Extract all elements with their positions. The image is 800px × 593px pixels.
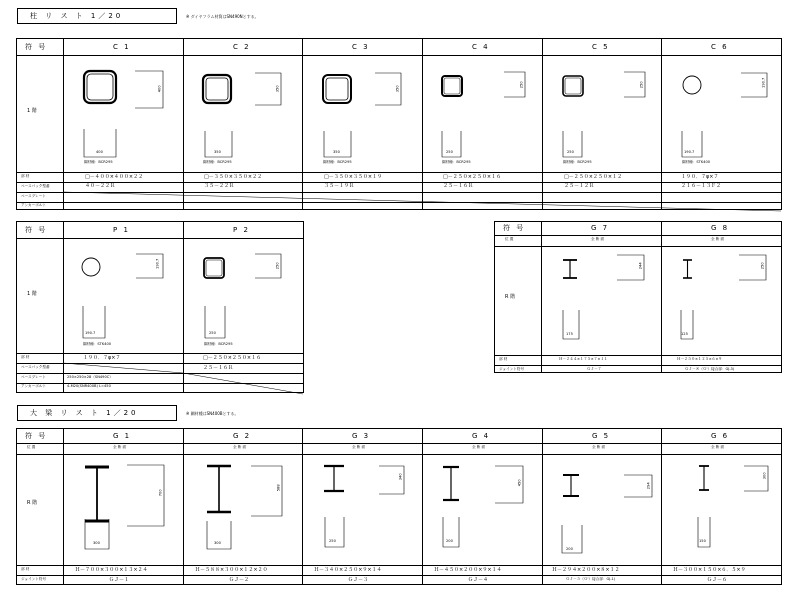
position-value: 全 断 面 bbox=[352, 445, 366, 449]
height-dimension: 244 bbox=[638, 262, 643, 270]
height-dimension: 400 bbox=[157, 85, 162, 93]
h-section-drawing-g7 bbox=[541, 222, 661, 374]
column-table-2-header-label: 符 号 bbox=[25, 226, 48, 234]
width-dimension: 175 bbox=[566, 332, 573, 336]
girder-code: G 1 bbox=[113, 432, 132, 440]
height-dimension: 190.7 bbox=[761, 77, 766, 88]
height-dimension: 350 bbox=[395, 85, 400, 93]
girder-code: G 5 bbox=[592, 432, 611, 440]
material-grade: 鋼材種：BCR295 bbox=[563, 160, 592, 164]
member-section: Ｈ－４５０×２００×９×１４ bbox=[434, 567, 502, 573]
h-section-drawing-g1 bbox=[63, 429, 183, 586]
joint-code: ＧＪ－５（Ｇ'）接合部：GJ-1) bbox=[566, 577, 616, 581]
width-dimension: 200 bbox=[446, 539, 453, 543]
material-grade: 鋼材種：STK400 bbox=[83, 342, 112, 346]
joint-code: ＧＪ－１ bbox=[109, 577, 130, 583]
member-section: □－４００×４００×２２ bbox=[85, 174, 144, 180]
girder-cell-g4 bbox=[422, 429, 542, 586]
width-dimension: 250 bbox=[209, 331, 216, 335]
position-value: 全 断 面 bbox=[711, 237, 725, 241]
row-label-base-pack: ベースパック型番 bbox=[21, 365, 50, 369]
column-code: C 6 bbox=[711, 43, 729, 51]
base-pack-type: ２１６－１３Ｆ２ bbox=[681, 183, 722, 189]
member-section: □－２５０×２５０×１６ bbox=[203, 355, 262, 361]
width-dimension: 150 bbox=[699, 539, 706, 543]
girder-cell-g1 bbox=[63, 429, 183, 586]
base-plate-spec: 250×250×28（SN490C） bbox=[67, 375, 113, 379]
base-pack-type: ２５－１６Ｒ bbox=[203, 365, 234, 371]
column-list-title bbox=[17, 8, 177, 24]
row-label-joint: ジョイント符号 bbox=[499, 367, 525, 371]
member-section: □－２５０×２５０×１６ bbox=[443, 174, 502, 180]
girder-table-floor: R 階 bbox=[27, 500, 38, 506]
row-label-member: 部 材 bbox=[21, 174, 30, 178]
row-label-base-pack: ベースパック型番 bbox=[21, 184, 50, 188]
base-pack-type: ３５－２２Ｒ bbox=[204, 183, 235, 189]
material-grade: 鋼材種：BCR295 bbox=[323, 160, 352, 164]
height-dimension: 250 bbox=[519, 81, 524, 89]
height-dimension: 250 bbox=[760, 262, 765, 270]
beam-table-g7-g8 bbox=[494, 221, 782, 373]
joint-code: ＧＪ－３ bbox=[348, 577, 369, 583]
not-applicable-diagonals bbox=[17, 222, 305, 394]
position-value: 全 断 面 bbox=[233, 445, 247, 449]
base-pack-type: ４０－２２Ｒ bbox=[85, 183, 116, 189]
girder-code: G 2 bbox=[233, 432, 252, 440]
position-value: 全 断 面 bbox=[591, 237, 605, 241]
girder-cell-g6 bbox=[661, 429, 781, 586]
member-section: □－２５０×２５０×１２ bbox=[564, 174, 623, 180]
member-section: １９０．７φ×７ bbox=[83, 355, 121, 361]
h-section-drawing-g5 bbox=[542, 429, 661, 586]
height-dimension: 700 bbox=[158, 489, 163, 497]
column-code: C 1 bbox=[113, 43, 131, 51]
width-dimension: 190.7 bbox=[684, 150, 695, 154]
height-dimension: 340 bbox=[398, 473, 403, 481]
row-label-member: 部 材 bbox=[21, 567, 30, 571]
beam-cell-g8 bbox=[661, 222, 781, 374]
column-list-title-text: 柱 リ ス ト 1／20 bbox=[30, 12, 124, 20]
member-section: □－３５０×３５０×１９ bbox=[324, 174, 383, 180]
height-dimension: 250 bbox=[639, 81, 644, 89]
material-grade: 鋼材種：BCR295 bbox=[442, 160, 471, 164]
girder-list-title-text: 大 梁 リ ス ト 1／20 bbox=[30, 409, 139, 417]
height-dimension: 190.7 bbox=[155, 258, 160, 269]
column-list-note: ※ ダイヤフラム材質はSN490Nとする。 bbox=[186, 14, 259, 19]
row-label-member: 部 材 bbox=[499, 357, 508, 361]
h-section-drawing-g3 bbox=[302, 429, 422, 586]
column-table-2-floor: 1 階 bbox=[27, 291, 37, 297]
beam-table-header-label: 符 号 bbox=[503, 224, 526, 232]
column-table-1 bbox=[16, 38, 782, 210]
girder-table bbox=[16, 428, 782, 585]
base-pack-type: ３５－１９Ｒ bbox=[324, 183, 355, 189]
height-dimension: 300 bbox=[762, 472, 767, 480]
girder-code: G 3 bbox=[352, 432, 371, 440]
h-section-drawing-g4 bbox=[422, 429, 542, 586]
girder-cell-g3 bbox=[302, 429, 422, 586]
height-dimension: 350 bbox=[275, 85, 280, 93]
column-code: P 2 bbox=[233, 226, 250, 234]
girder-code: G 4 bbox=[472, 432, 491, 440]
column-code: P 1 bbox=[113, 226, 130, 234]
column-code: C 4 bbox=[472, 43, 490, 51]
girder-list-title bbox=[17, 405, 177, 421]
member-section: Ｈ－７００×３００×１３×２４ bbox=[75, 567, 148, 573]
joint-code: ＧＪ－２ bbox=[229, 577, 250, 583]
member-section: １９０．７φ×７ bbox=[681, 174, 719, 180]
column-table-1-header-label: 符 号 bbox=[25, 43, 48, 51]
height-dimension: 588 bbox=[276, 484, 281, 492]
member-section: Ｈ－３００×１５０×６．５×９ bbox=[673, 567, 746, 573]
material-grade: 鋼材種：STK400 bbox=[682, 160, 711, 164]
column-table-1-floor: 1 階 bbox=[27, 108, 37, 114]
member-section: Ｈ－５８８×３００×１２×２０ bbox=[195, 567, 268, 573]
position-label: 位 置 bbox=[27, 445, 36, 449]
position-value: 全 断 面 bbox=[113, 445, 127, 449]
width-dimension: 250 bbox=[329, 539, 336, 543]
column-table-2 bbox=[16, 221, 304, 393]
girder-cell-g5 bbox=[542, 429, 661, 586]
material-grade: 鋼材種：BCR295 bbox=[204, 342, 233, 346]
width-dimension: 300 bbox=[93, 541, 100, 545]
joint-code: ＧＪ－７ bbox=[587, 367, 602, 371]
member-section: Ｈ－３４０×２５０×９×１４ bbox=[314, 567, 382, 573]
column-code: C 2 bbox=[233, 43, 251, 51]
row-label-base-plate: ベースプレート bbox=[21, 375, 46, 379]
width-dimension: 250 bbox=[567, 150, 574, 154]
width-dimension: 125 bbox=[681, 332, 688, 336]
member-section: Ｈ－２９４×２００×８×１２ bbox=[552, 567, 620, 573]
member-section: Ｈ－２４４×１７５×７×１１ bbox=[559, 357, 608, 361]
not-applicable-diagonals bbox=[17, 39, 783, 211]
height-dimension: 294 bbox=[646, 482, 651, 490]
girder-cell-g2 bbox=[183, 429, 302, 586]
anchor-bolt-spec: 4-M20(SNR400B) L=450 bbox=[67, 384, 111, 388]
row-label-joint: ジョイント符号 bbox=[21, 577, 47, 581]
material-grade: 鋼材種：BCR295 bbox=[203, 160, 232, 164]
width-dimension: 250 bbox=[446, 150, 453, 154]
joint-code: ＧＪ－４ bbox=[468, 577, 489, 583]
row-label-anchor-bolt: アンカーボルト bbox=[21, 384, 47, 388]
joint-code: ＧＪ－８（Ｇ'）接合部：GJ-3) bbox=[685, 367, 735, 371]
height-dimension: 250 bbox=[275, 262, 280, 270]
row-label-anchor-bolt: アンカーボルト bbox=[21, 203, 47, 207]
joint-code: ＧＪ－６ bbox=[707, 577, 728, 583]
column-code: C 3 bbox=[352, 43, 370, 51]
width-dimension: 300 bbox=[214, 541, 221, 545]
girder-list-note: ※ 鋼材種はSN400Bとする。 bbox=[186, 411, 239, 416]
h-section-drawing-g2 bbox=[183, 429, 302, 586]
width-dimension: 200 bbox=[566, 547, 573, 551]
beam-cell-g7 bbox=[541, 222, 661, 374]
beam-code: G 8 bbox=[711, 224, 730, 232]
girder-code: G 6 bbox=[711, 432, 730, 440]
girder-table-header-label: 符 号 bbox=[25, 432, 48, 440]
h-section-drawing-g8 bbox=[661, 222, 781, 374]
base-pack-type: ２５－１２Ｒ bbox=[564, 183, 595, 189]
position-value: 全 断 面 bbox=[711, 445, 725, 449]
width-dimension: 190.7 bbox=[85, 331, 96, 335]
base-pack-type: ２５－１６Ｒ bbox=[443, 183, 474, 189]
member-section: □－３５０×３５０×２２ bbox=[204, 174, 263, 180]
position-value: 全 断 面 bbox=[472, 445, 486, 449]
width-dimension: 400 bbox=[96, 150, 103, 154]
member-section: Ｈ－２５０×１２５×６×９ bbox=[677, 357, 722, 361]
width-dimension: 350 bbox=[214, 150, 221, 154]
width-dimension: 350 bbox=[333, 150, 340, 154]
row-label-base-plate: ベースプレート bbox=[21, 194, 46, 198]
position-label: 位 置 bbox=[505, 237, 514, 241]
h-section-drawing-g6 bbox=[661, 429, 781, 586]
material-grade: 鋼材種：BCR295 bbox=[84, 160, 113, 164]
height-dimension: 450 bbox=[517, 479, 522, 487]
beam-table-floor: R 階 bbox=[505, 294, 516, 300]
position-value: 全 断 面 bbox=[592, 445, 606, 449]
row-label-member: 部 材 bbox=[21, 355, 30, 359]
column-code: C 5 bbox=[592, 43, 610, 51]
beam-code: G 7 bbox=[591, 224, 610, 232]
